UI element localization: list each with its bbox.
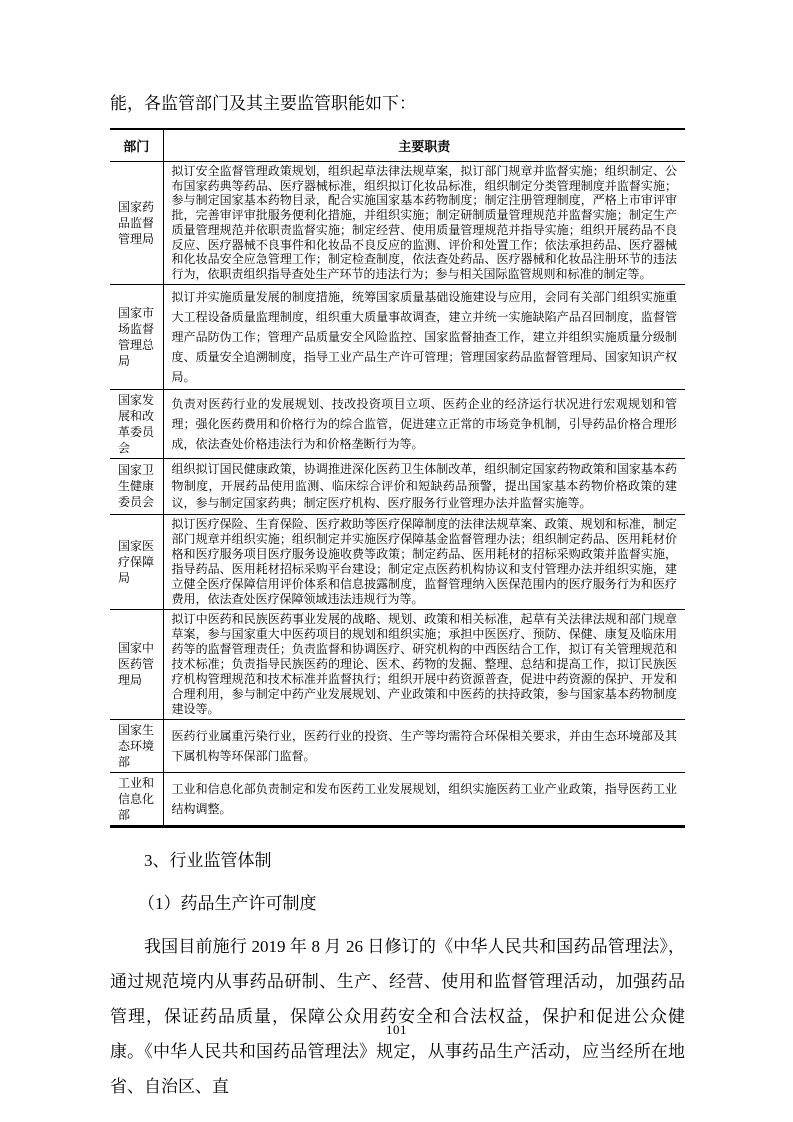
department-duties: 拟订医疗保险、生育保险、医疗救助等医疗保障制度的法律法规草案、政策、规划和标准，制定部门规章并组织实施；组织制定并实施医疗保障基金监督管理办法；组织制定药品、医用耗材价格和医疗服务项目医疗服务设施收费等政策；制定药品、医用耗材的招标采购政策并监督实施，指导药品、医用耗材招标采购平台建设；制定定点医药机构协议和支付管理办法并组织实施，建立健全医疗保障信用评价体系和信息披露制度，监督管理纳入医保范围内的医疗服务行为和医疗费用，依法查处医疗保障领域违法违规行为等。 bbox=[163, 514, 685, 609]
table-header bbox=[110, 129, 685, 162]
col-header-duties: 主要职责 bbox=[163, 129, 685, 162]
table-row bbox=[110, 284, 685, 389]
table-row bbox=[110, 458, 685, 514]
table-row bbox=[110, 719, 685, 772]
department-duties: 工业和信息化部负责制定和发布医药工业发展规划，组织实施医药工业产业政策，指导医药工业结构调整。 bbox=[171, 781, 677, 816]
department-name: 国家发展和改革委员会 bbox=[110, 389, 163, 458]
table-row bbox=[110, 772, 685, 826]
department-duties: 医药行业属重污染行业，医药行业的投资、生产等均需符合环保相关要求，并由生态环境部及其下属机构等环保部门监督。 bbox=[163, 719, 685, 772]
department-duties: 拟订中医药和民族医药事业发展的战略、规划、政策和相关标准，起草有关法律法规和部门规章草案，参与国家重大中医药项目的规划和组织实施；承担中医医疗、预防、保健、康复及临床用药等的监督管理责任；负责监督和协调医疗、研究机构的中西医结合工作，拟订有关管理规范和技术标准；负责指导民族医药的理论、医术、药物的发掘、整理、总结和提高工作，拟订民族医疗机构管理规范和技术标准并监督执行；组织开展中药资源普查，促进中药资源的保护、开发和合理利用，参与制定中药产业发展规划、产业政策和中医药的扶持政策，参与国家基本药物制度建设等。 bbox=[163, 609, 685, 719]
body-paragraph: 我国目前施行 2019 年 8 月 26 日修订的《中华人民共和国药品管理法》，通过规范境内从事药品研制、生产、经营、使用和监督管理活动，加强药品管理，保证药品质量，保障公众用药安全和合法权益，保护和促进公众健康。《中华人民共和国药品管理法》规定，从事药品生产活动，应当经所在地省、自治区、直 bbox=[110, 936, 685, 1096]
department-duties: 拟订安全监督管理政策规划，组织起草法律法规草案，拟订部门规章并监督实施；组织制定、公布国家药典等药品、医疗器械标准，组织拟订化妆品标准，组织制定分类管理制度并监督实施；参与制定国家基本药物目录，配合实施国家基本药物制度；制定注册管理制度，严格上市审评审批，完善审评审批服务便利化措施，并组织实施；制定研制质量管理规范并监督实施；制定生产质量管理规范并依职责监督实施；制定经营、使用质量管理规范并指导实施；组织开展药品不良反应、医疗器械不良事件和化妆品不良反应的监测、评价和处置工作；依法承担药品、医疗器械和化妆品安全应急管理工作；制定检查制度，依法查处药品、医疗器械和化妆品注册环节的违法行为，依职责组织指导查处生产环节的违法行为；参与相关国际监管规则和标准的制定等。 bbox=[163, 162, 685, 285]
department-name: 国家中医药管理局 bbox=[110, 609, 163, 719]
section-subheading: （1）药品生产许可制度 bbox=[138, 893, 317, 913]
page-content bbox=[110, 0, 685, 1104]
department-name: 国家卫生健康委员会 bbox=[110, 458, 163, 514]
regulator-duties-table bbox=[110, 128, 685, 828]
table-row bbox=[110, 514, 685, 609]
department-duties: 负责对医药行业的发展规划、技改投资项目立项、医药企业的经济运行状况进行宏观规划和管理；强化医药费用和价格行为的综合监管，促进建立正常的市场竞争机制，引导药品价格合理形成，依法查处价格违法行为和价格垄断行为等。 bbox=[163, 389, 685, 458]
table-header-row bbox=[110, 129, 685, 162]
department-name: 国家市场监督管理总局 bbox=[110, 284, 163, 389]
department-name: 工业和信息化部 bbox=[110, 772, 163, 826]
department-name: 国家医疗保障局 bbox=[110, 514, 163, 609]
table-body bbox=[110, 162, 685, 827]
table-row bbox=[110, 389, 685, 458]
page-number: 101 bbox=[386, 1022, 407, 1037]
table-row bbox=[110, 609, 685, 719]
table-row bbox=[110, 162, 685, 285]
department-name: 国家药品监督管理局 bbox=[110, 162, 163, 285]
department-name: 国家生态环境部 bbox=[110, 719, 163, 772]
col-header-department: 部门 bbox=[110, 129, 163, 162]
intro-paragraph: 能，各监管部门及其主要监管职能如下： bbox=[110, 94, 416, 113]
department-duties: 组织拟订国民健康政策，协调推进深化医药卫生体制改革，组织制定国家药物政策和国家基本药物制度，开展药品使用监测、临床综合评价和短缺药品预警，提出国家基本药物价格政策的建议，参与制定国家药典；制定医疗机构、医疗服务行业管理办法并监督实施等。 bbox=[163, 458, 685, 514]
section-heading: 3、行业监管体制 bbox=[144, 850, 272, 870]
department-duties: 拟订并实施质量发展的制度措施，统筹国家质量基础设施建设与应用，会同有关部门组织实施重大工程设备质量监理制度，组织重大质量事故调查，建立并统一实施缺陷产品召回制度，监督管理产品防伪工作；管理产品质量安全风险监控、国家监督抽查工作，建立并组织实施质量分级制度、质量安全追溯制度，指导工业产品生产许可管理；管理国家药品监督管理局、国家知识产权局。 bbox=[163, 284, 685, 389]
